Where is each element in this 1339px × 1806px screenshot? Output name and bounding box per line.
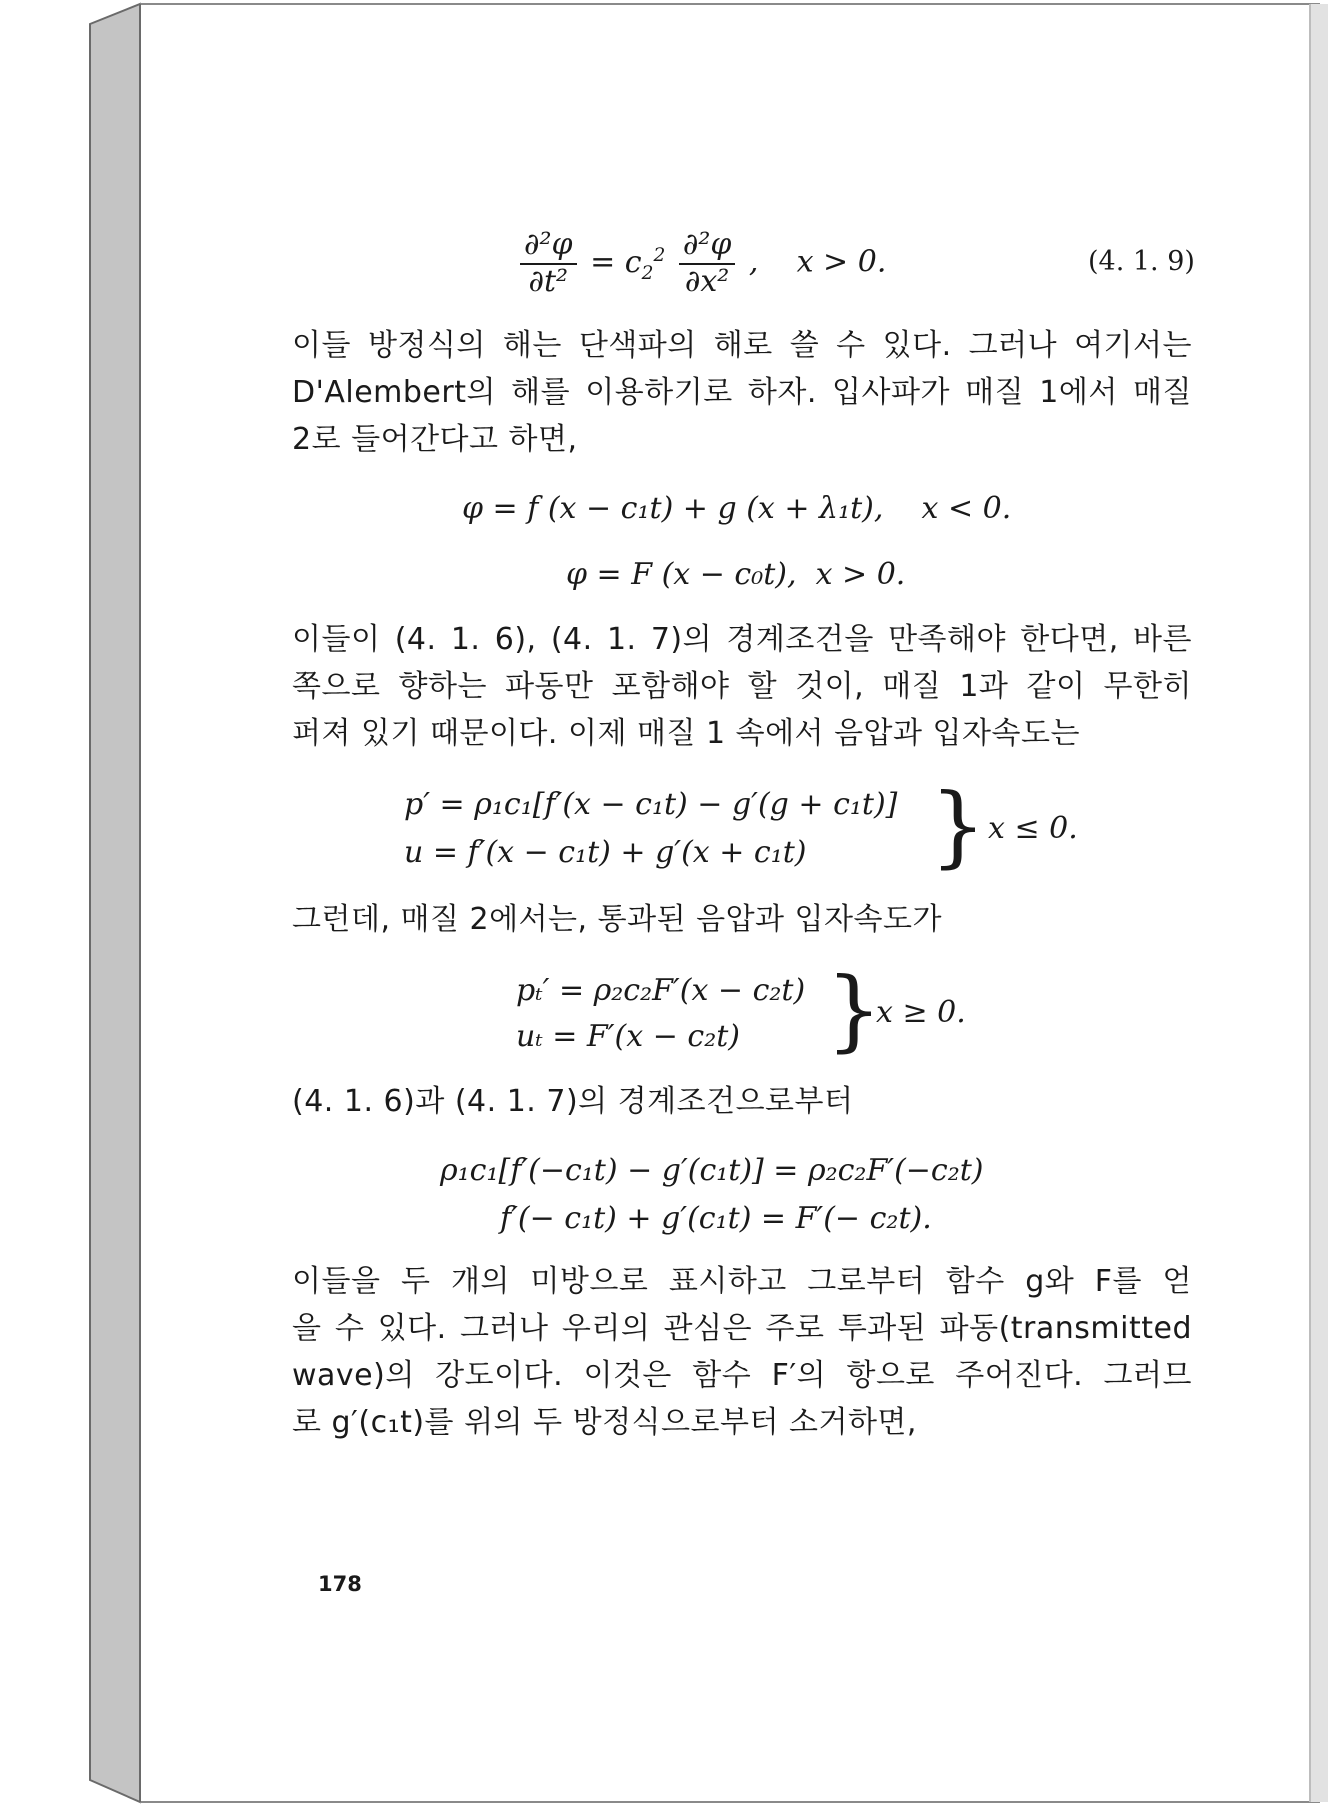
page-number: 178 (318, 1572, 362, 1596)
text-line: 이들이 (4. 1. 6), (4. 1. 7)의 경계조건을 만족해야 한다면, 바른 (292, 622, 1192, 657)
right-brace: } (826, 958, 882, 1061)
equals-sign: = (590, 244, 616, 280)
text-line: 쪽으로 향하는 파동만 포함해야 할 것이, 매질 1과 같이 무한히 (292, 669, 1192, 704)
paragraph-1 (292, 322, 1192, 463)
boundary-equation-2: f′(− c₁t) + g′(c₁t) = F′(− c₂t). (500, 1201, 932, 1236)
text-line: 이들을 두 개의 미방으로 표시하고 그로부터 함수 g와 F를 얻 (292, 1264, 1192, 1299)
wave-speed (624, 244, 666, 284)
lhs-denominator: ∂t² (528, 263, 569, 299)
equation-number: (4. 1. 9) (1088, 246, 1195, 277)
right-page-edge (1310, 4, 1328, 1802)
boundary-equation-1: ρ₁c₁[f′(−c₁t) − g′(c₁t)] = ρ₂c₂F′(−c₂t) (440, 1153, 984, 1188)
system-2-condition: x ≥ 0. (876, 995, 966, 1030)
c-symbol: c (624, 244, 642, 280)
system-1-condition: x ≤ 0. (988, 811, 1078, 846)
text-line: 그런데, 매질 2에서는, 통과된 음압과 입자속도가 (292, 902, 942, 937)
fraction-rhs (679, 228, 736, 299)
c-subscript: 2 (641, 262, 654, 284)
lhs-numerator: ∂²φ (520, 228, 577, 265)
equation-phi-transmitted: φ = F (x − c₀t), x > 0. (566, 557, 906, 592)
fraction-lhs (520, 228, 577, 299)
paragraph-5 (292, 1258, 1192, 1446)
spine-left (90, 4, 140, 1802)
text-line: D'Alembert의 해를 이용하기로 하자. 입사파가 매질 1에서 매질 (292, 375, 1192, 410)
c-superscript: 2 (653, 244, 666, 266)
equation-condition: , x > 0. (748, 244, 887, 280)
text-line: 을 수 있다. 그러나 우리의 관심은 주로 투과된 파동(transmitted (292, 1311, 1192, 1346)
velocity-equation-1: u = f′(x − c₁t) + g′(x + c₁t) (404, 835, 807, 870)
text-line: 이들 방정식의 해는 단색파의 해로 쓸 수 있다. 그러나 여기서는 (292, 328, 1192, 363)
paragraph-2 (292, 616, 1192, 757)
paragraph-3 (292, 896, 1192, 943)
rhs-numerator: ∂²φ (679, 228, 736, 265)
text-line: wave)의 강도이다. 이것은 함수 F′의 항으로 주어진다. 그러므 (292, 1358, 1192, 1393)
text-line: (4. 1. 6)과 (4. 1. 7)의 경계조건으로부터 (292, 1084, 854, 1119)
equation-4-1-9 (516, 228, 886, 299)
text-line: 로 g′(c₁t)를 위의 두 방정식으로부터 소거하면, (292, 1405, 917, 1440)
equation-phi-incident: φ = f (x − c₁t) + g (x + λ₁t), x < 0. (462, 491, 1012, 526)
right-brace: } (930, 774, 986, 877)
pressure-equation-2: pₜ′ = ρ₂c₂F′(x − c₂t) (516, 973, 806, 1008)
text-line: 퍼져 있기 때문이다. 이제 매질 1 속에서 음압과 입자속도는 (292, 716, 1080, 751)
text-line: 2로 들어간다고 하면, (292, 422, 578, 457)
pressure-equation-1: p′ = ρ₁c₁[f′(x − c₁t) − g′(g + c₁t)] (404, 787, 898, 822)
paragraph-4 (292, 1078, 1192, 1125)
rhs-denominator: ∂x² (684, 263, 730, 299)
velocity-equation-2: uₜ = F′(x − c₂t) (516, 1019, 740, 1054)
